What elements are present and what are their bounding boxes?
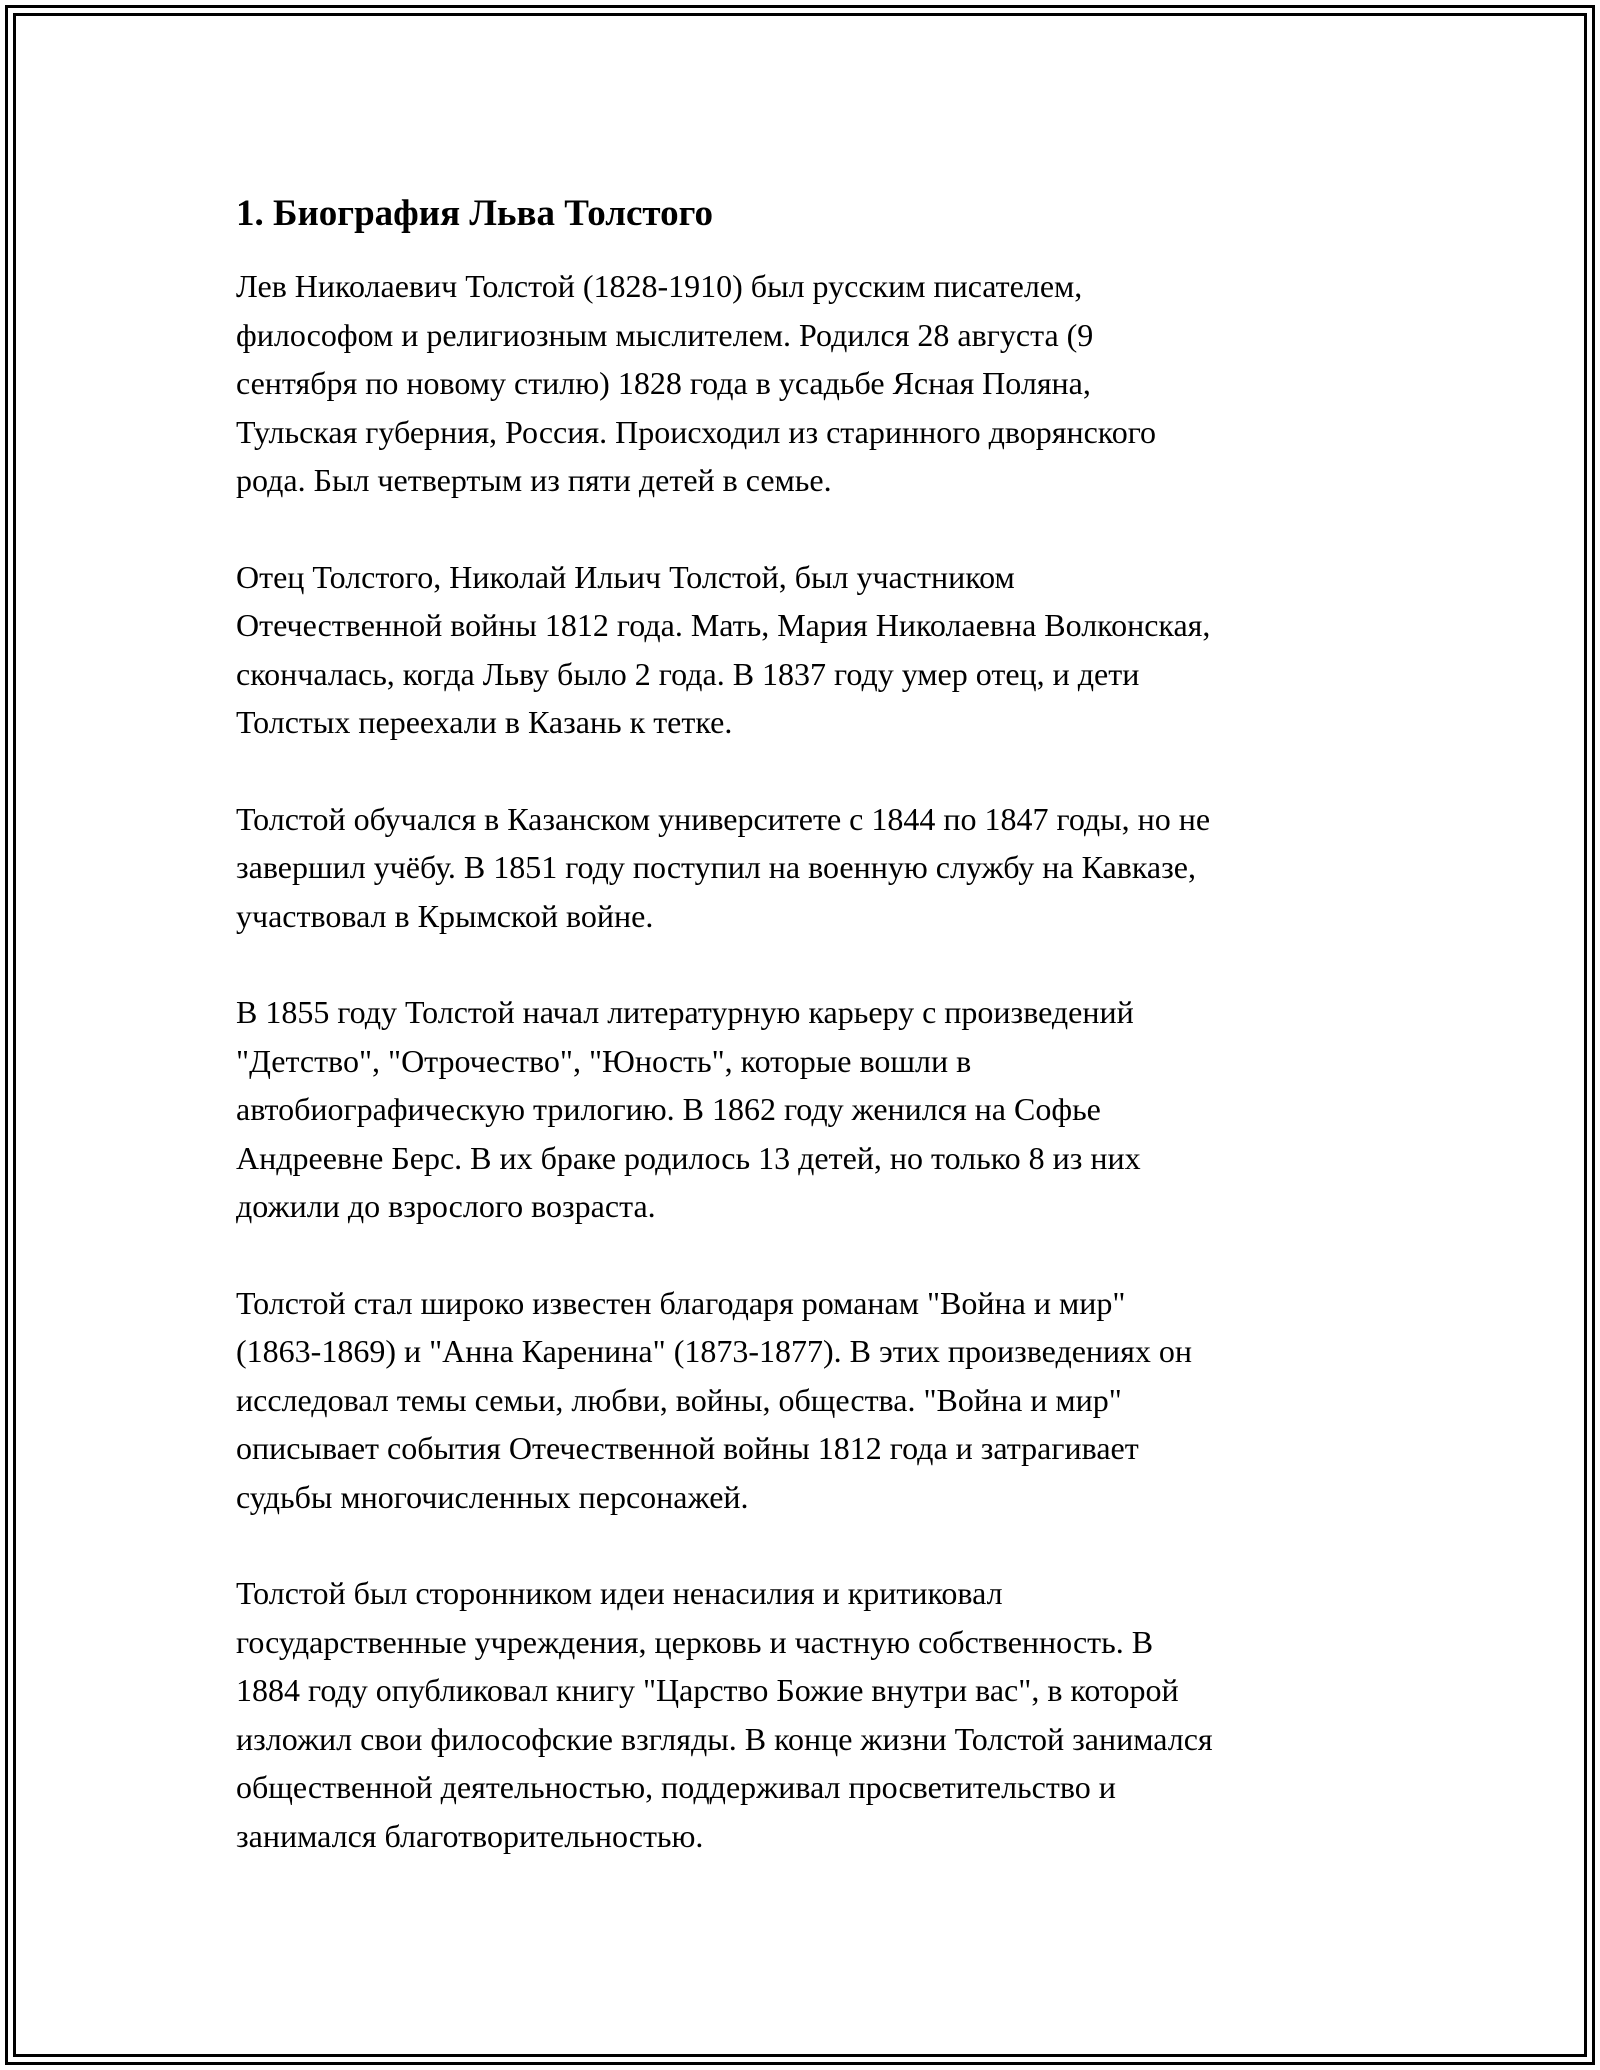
paragraph-line: завершил учёбу. В 1851 году поступил на военную службу на Кавказе, xyxy=(236,849,1196,885)
paragraph-line: Тульская губерния, Россия. Происходил из старинного дворянского xyxy=(236,413,1157,450)
paragraph xyxy=(236,1279,1376,1522)
paragraph-line: изложил свои философские взгляды. В конце жизни Толстой занимался xyxy=(236,1720,1213,1757)
paragraph-list xyxy=(236,262,1376,1860)
paragraph-line: судьбы многочисленных персонажей. xyxy=(236,1478,749,1515)
paragraph-line: автобиографическую трилогию. В 1862 году женился на Софье xyxy=(236,1091,1101,1127)
paragraph-line: Толстой был сторонником идеи ненасилия и критиковал xyxy=(236,1575,1003,1611)
paragraph-line: государственные учреждения, церковь и частную собственность. В xyxy=(236,1623,1154,1660)
paragraph-line: сентября по новому стилю) 1828 года в усадьбе Ясная Поляна, xyxy=(236,365,1091,401)
paragraph-line: Отец Толстого, Николай Ильич Толстой, был участником xyxy=(236,558,1015,595)
document-body xyxy=(236,190,1376,1860)
paragraph xyxy=(236,988,1376,1231)
paragraph-line: 1884 году опубликовал книгу "Царство Божие внутри вас", в которой xyxy=(236,1672,1179,1708)
paragraph-line: Отечественной войны 1812 года. Мать, Мария Николаевна Волконская, xyxy=(236,607,1211,643)
paragraph-line: Толстой стал широко известен благодаря романам "Война и мир" xyxy=(236,1284,1126,1321)
paragraph-line: участвовал в Крымской войне. xyxy=(236,897,654,934)
document-title: 1. Биография Льва Толстого xyxy=(236,193,713,234)
paragraph-line: общественной деятельностью, поддерживал просветительство и xyxy=(236,1769,1116,1805)
paragraph xyxy=(236,795,1376,941)
paragraph-line: описывает события Отечественной войны 1812 года и затрагивает xyxy=(236,1430,1139,1466)
paragraph-line: (1863-1869) и "Анна Каренина" (1873-1877). В этих произведениях он xyxy=(236,1333,1193,1369)
paragraph-line: Толстой обучался в Казанском университете с 1844 по 1847 годы, но не xyxy=(236,800,1211,837)
paragraph-line: Андреевне Берс. В их браке родилось 13 детей, но только 8 из них xyxy=(236,1139,1141,1176)
paragraph-line: Лев Николаевич Толстой (1828-1910) был русским писателем, xyxy=(236,268,1083,304)
paragraph xyxy=(236,553,1376,747)
paragraph xyxy=(236,262,1376,505)
paragraph-line: занимался благотворительностью. xyxy=(236,1817,704,1854)
paragraph-line: "Детство", "Отрочество", "Юность", которые вошли в xyxy=(236,1042,972,1079)
paragraph-line: философом и религиозным мыслителем. Родился 28 августа (9 xyxy=(236,316,1094,353)
paragraph-line: рода. Был четвертым из пяти детей в семье. xyxy=(236,462,832,498)
paragraph xyxy=(236,1569,1376,1860)
paragraph-line: скончалась, когда Льву было 2 года. В 1837 году умер отец, и дети xyxy=(236,655,1140,692)
paragraph-line: Толстых переехали в Казань к тетке. xyxy=(236,704,733,740)
paragraph-line: исследовал темы семьи, любви, войны, общества. "Война и мир" xyxy=(236,1381,1122,1418)
paragraph-line: В 1855 году Толстой начал литературную карьеру с произведений xyxy=(236,994,1134,1030)
paragraph-line: дожили до взрослого возраста. xyxy=(236,1188,656,1224)
